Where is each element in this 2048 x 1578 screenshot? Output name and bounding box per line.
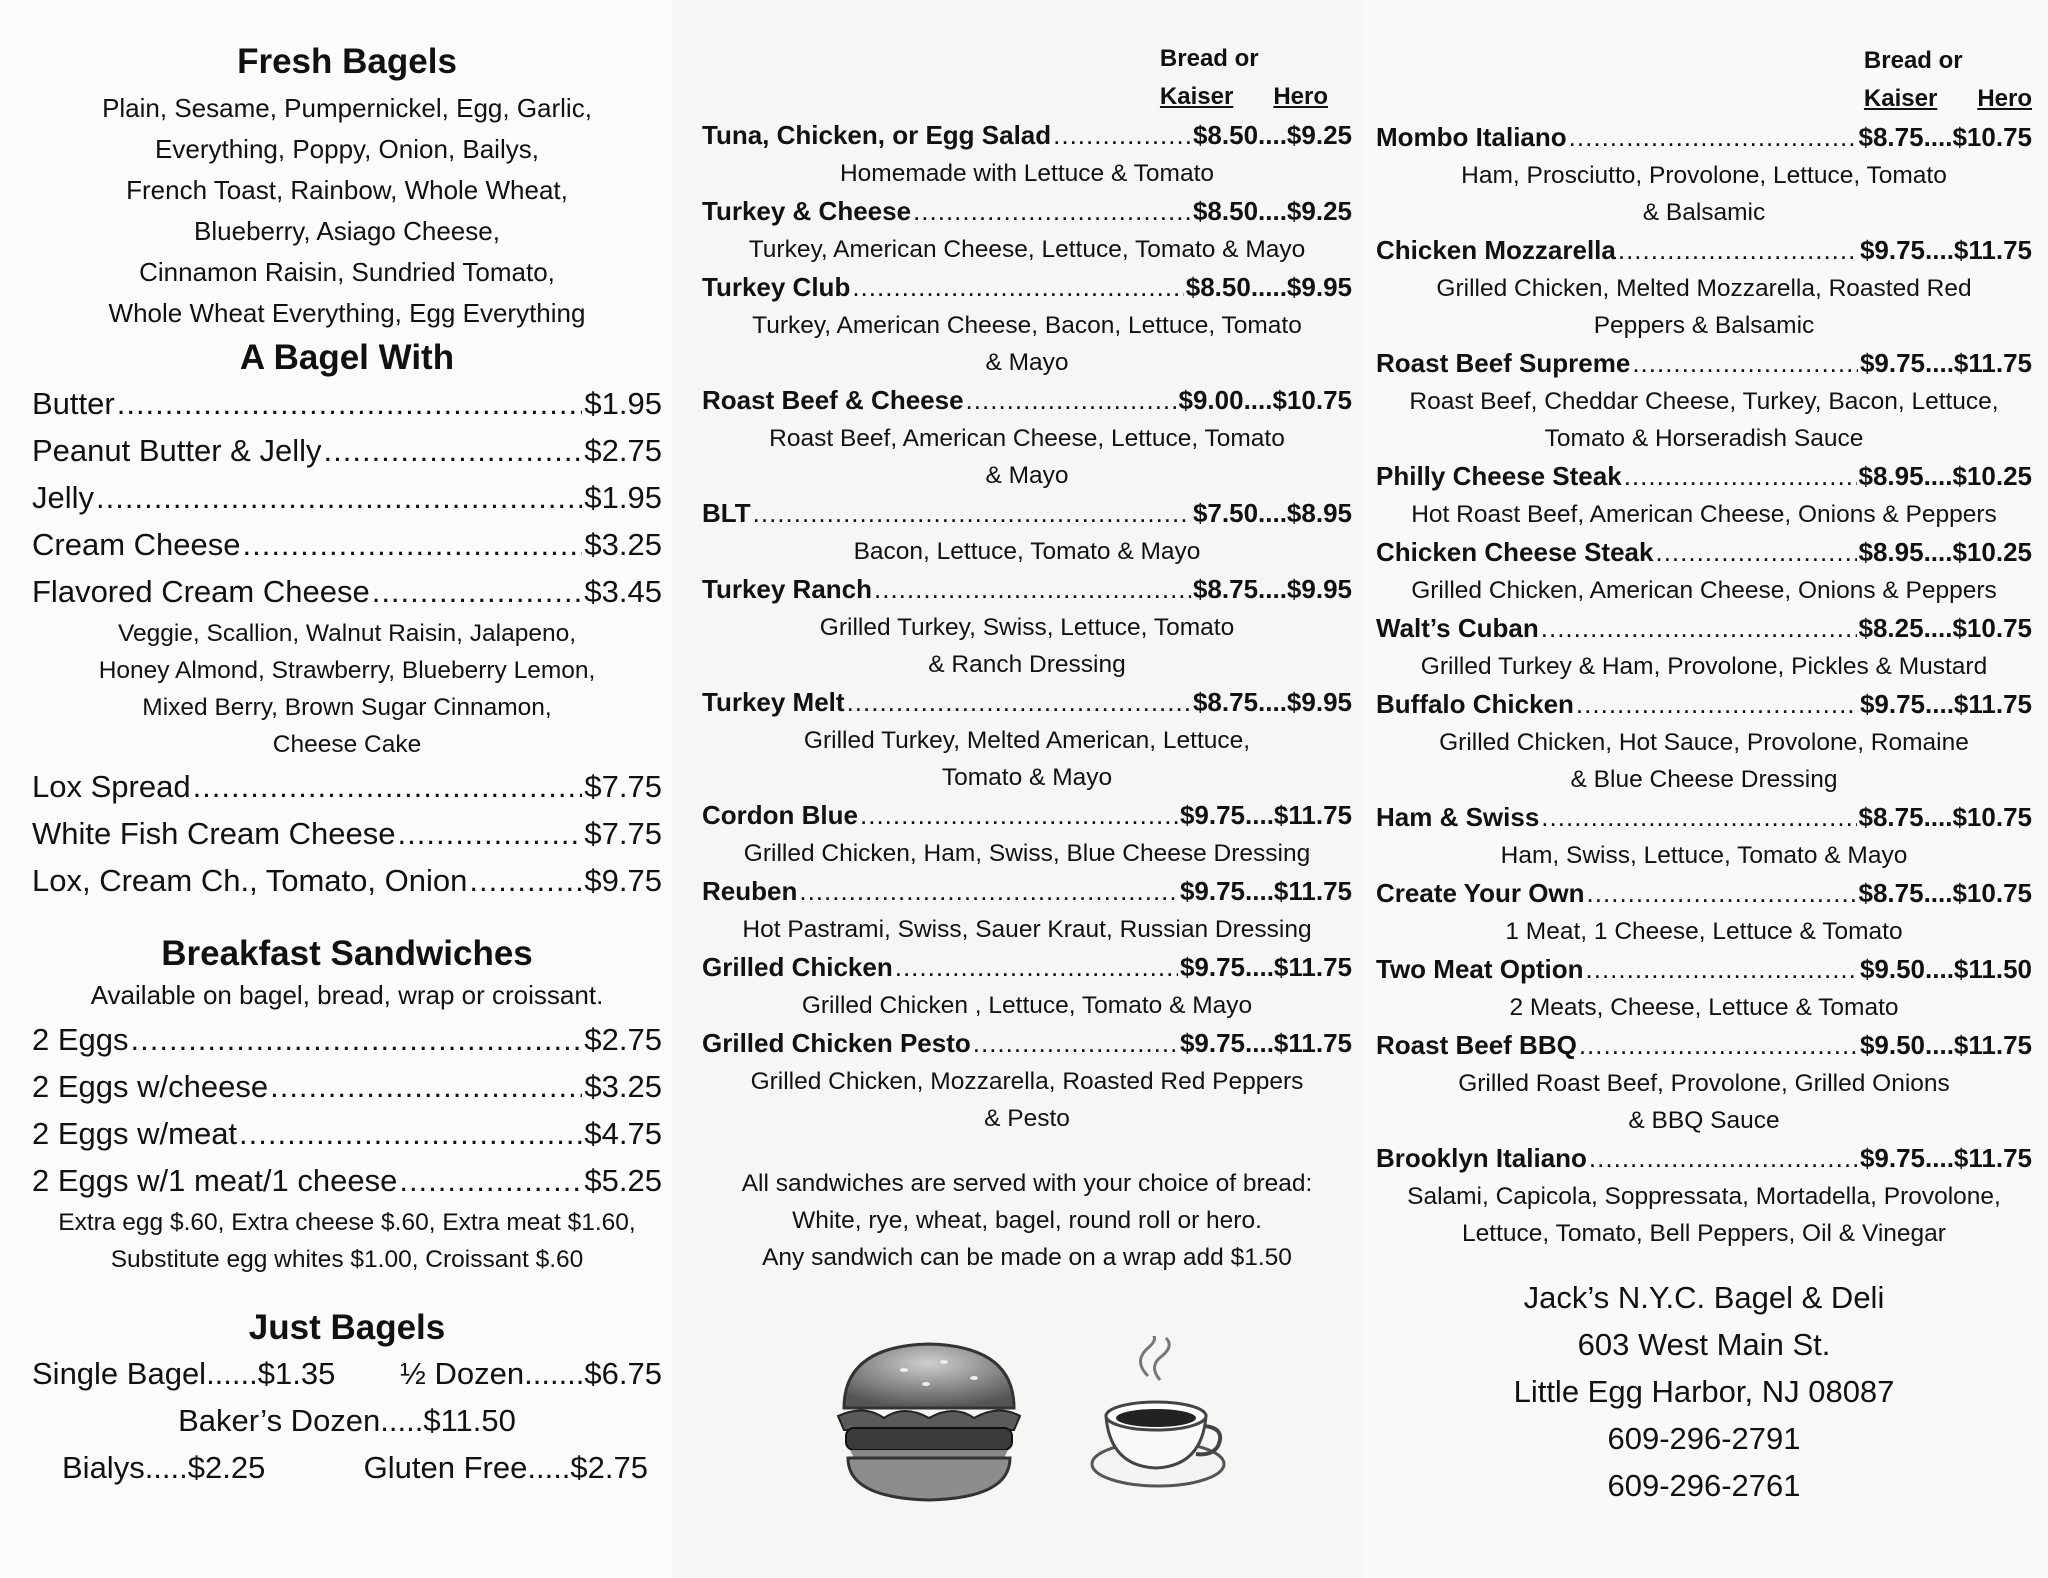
sandwich-description: Grilled Turkey, Swiss, Lettuce, Tomato bbox=[819, 614, 1235, 641]
sandwich-row bbox=[702, 570, 1352, 609]
deli-street: 603 West Main St. bbox=[1577, 1327, 1831, 1362]
sandwich-row bbox=[702, 872, 1352, 911]
sandwich-item bbox=[1376, 950, 2032, 1026]
sandwich-description: Grilled Roast Beef, Provolone, Grilled Onions bbox=[1458, 1070, 1950, 1097]
sandwich-description: Tomato & Mayo bbox=[941, 764, 1113, 791]
sandwich-name: Tuna, Chicken, or Egg Salad bbox=[702, 120, 1052, 150]
sandwich-description: & Pesto bbox=[984, 1105, 1070, 1132]
breakfast-list bbox=[32, 1016, 662, 1278]
price-header-labels bbox=[1864, 42, 2032, 118]
sandwich-description: Homemade with Lettuce & Tomato bbox=[839, 160, 1215, 187]
sandwich-name: Buffalo Chicken bbox=[1376, 689, 1574, 719]
bagel-with-list bbox=[32, 380, 662, 904]
item-price: $7.75 bbox=[584, 815, 662, 851]
item-name: Lox Spread bbox=[32, 768, 191, 804]
fresh-bagels-heading: Fresh Bagels bbox=[237, 42, 457, 81]
bread-note-line: All sandwiches are served with your choice of bread: bbox=[741, 1170, 1313, 1197]
sandwich-item bbox=[1376, 798, 2032, 874]
flavor-line: Mixed Berry, Brown Sugar Cinnamon, bbox=[142, 693, 552, 721]
breakfast-heading: Breakfast Sandwiches bbox=[161, 933, 533, 973]
price-header-columns bbox=[1864, 80, 2032, 118]
menu-item bbox=[32, 427, 662, 474]
sandwich-item bbox=[1376, 874, 2032, 950]
item-price: $4.75 bbox=[584, 1116, 662, 1152]
left-column bbox=[0, 0, 672, 1578]
sandwich-item bbox=[1376, 609, 2032, 685]
sandwich-price: $8.75....$9.95 bbox=[1192, 687, 1352, 717]
bagel-with-heading: A Bagel With bbox=[239, 337, 455, 377]
sandwich-price: $9.50....$11.50 bbox=[1859, 954, 2032, 984]
sandwich-price: $9.75....$11.75 bbox=[1859, 1143, 2032, 1173]
price-header-labels bbox=[1160, 40, 1328, 116]
hero-label: Hero bbox=[1273, 83, 1328, 110]
item-name: 2 Eggs w/cheese bbox=[32, 1069, 269, 1105]
bread-note-line: White, rye, wheat, bagel, round roll or hero. bbox=[792, 1207, 1262, 1234]
menu-item bbox=[32, 1157, 662, 1204]
item-name: 2 Eggs bbox=[32, 1022, 129, 1058]
bagel-flavors-line: Everything, Poppy, Onion, Bailys, bbox=[155, 133, 539, 164]
sandwich-description: Grilled Chicken, American Cheese, Onions & Peppers bbox=[1411, 577, 1997, 604]
item-price: $2.75 bbox=[584, 1022, 662, 1058]
bakers-dozen-price: Baker’s Dozen.....$11.50 bbox=[178, 1403, 516, 1438]
sandwich-description: Ham, Prosciutto, Provolone, Lettuce, Tomato bbox=[1461, 162, 1947, 189]
menu-item bbox=[32, 474, 662, 521]
item-name: Butter bbox=[32, 385, 115, 421]
sandwich-row bbox=[702, 381, 1352, 420]
sandwich-item bbox=[1376, 118, 2032, 231]
sandwich-item bbox=[1376, 344, 2032, 457]
sandwich-item bbox=[1376, 457, 2032, 533]
hero-label: Hero bbox=[1977, 85, 2032, 112]
sandwich-description: Grilled Turkey & Ham, Provolone, Pickles & Mustard bbox=[1420, 653, 1988, 680]
menu-item bbox=[32, 1063, 662, 1110]
sandwich-item bbox=[702, 948, 1352, 1024]
sandwich-price: $8.95....$10.25 bbox=[1858, 537, 2032, 567]
item-name: 2 Eggs w/meat bbox=[32, 1116, 238, 1152]
sandwich-name: Mombo Italiano bbox=[1376, 122, 1567, 152]
sandwich-name: Walt’s Cuban bbox=[1376, 613, 1539, 643]
sandwich-price: $8.50.....$9.95 bbox=[1185, 272, 1352, 302]
item-price: $3.25 bbox=[584, 1069, 662, 1105]
sandwich-row bbox=[702, 1024, 1352, 1063]
sandwich-name: Chicken Cheese Steak bbox=[1376, 537, 1654, 567]
sandwich-item bbox=[1376, 1026, 2032, 1139]
sandwich-description: Roast Beef, Cheddar Cheese, Turkey, Bacon, Lettuce, bbox=[1409, 388, 1999, 415]
just-bagels-heading: Just Bagels bbox=[248, 1308, 446, 1348]
sandwich-item bbox=[702, 1024, 1352, 1137]
sandwich-name: Philly Cheese Steak bbox=[1376, 461, 1622, 491]
sandwich-name: Chicken Mozzarella bbox=[1376, 235, 1616, 265]
deli-name: Jack’s N.Y.C. Bagel & Deli bbox=[1523, 1280, 1885, 1315]
sandwich-description: Grilled Chicken, Hot Sauce, Provolone, Romaine bbox=[1439, 729, 1969, 756]
item-name: 2 Eggs w/1 meat/1 cheese bbox=[32, 1163, 398, 1199]
sandwich-price: $8.75....$10.75 bbox=[1858, 878, 2032, 908]
item-price: $1.95 bbox=[584, 385, 662, 421]
sandwich-name: Roast Beef Supreme bbox=[1376, 348, 1631, 378]
item-name: Flavored Cream Cheese bbox=[32, 573, 370, 609]
sandwich-description: Turkey, American Cheese, Bacon, Lettuce, Tomato bbox=[752, 312, 1302, 339]
sandwich-description: Grilled Chicken , Lettuce, Tomato & Mayo bbox=[801, 992, 1253, 1019]
kaiser-label: Kaiser bbox=[1159, 83, 1234, 110]
item-price: $5.25 bbox=[584, 1163, 662, 1199]
sandwich-name: BLT bbox=[702, 498, 751, 528]
sandwich-price: $9.00....$10.75 bbox=[1178, 385, 1352, 415]
sandwich-description: Hot Pastrami, Swiss, Sauer Kraut, Russian Dressing bbox=[742, 916, 1312, 943]
bagel-flavors-line: French Toast, Rainbow, Whole Wheat, bbox=[126, 174, 568, 205]
sandwich-price: $8.75....$9.95 bbox=[1192, 574, 1352, 604]
kaiser-label: Kaiser bbox=[1863, 85, 1938, 112]
sandwich-price: $9.75....$11.75 bbox=[1859, 348, 2032, 378]
sandwich-description: & Mayo bbox=[985, 349, 1069, 376]
sandwich-name: Roast Beef & Cheese bbox=[702, 385, 964, 415]
sandwich-description: Peppers & Balsamic bbox=[1593, 312, 1815, 339]
price-column-header bbox=[1376, 42, 2032, 118]
sandwich-row bbox=[1376, 950, 2032, 989]
sandwich-item bbox=[702, 683, 1352, 796]
sandwich-name: Turkey Club bbox=[702, 272, 851, 302]
sandwich-row bbox=[1376, 685, 2032, 724]
sandwich-description: & Ranch Dressing bbox=[928, 651, 1126, 678]
sandwich-item bbox=[702, 494, 1352, 570]
bagel-flavors-line: Cinnamon Raisin, Sundried Tomato, bbox=[139, 256, 555, 287]
sandwich-description: & Balsamic bbox=[1642, 199, 1766, 226]
menu-item bbox=[32, 1110, 662, 1157]
sandwich-price: $8.75....$10.75 bbox=[1858, 122, 2032, 152]
sandwich-row bbox=[1376, 1026, 2032, 1065]
sandwich-item bbox=[702, 268, 1352, 381]
item-name: Cream Cheese bbox=[32, 526, 241, 562]
sandwich-row bbox=[1376, 533, 2032, 572]
sandwich-description: Grilled Chicken, Melted Mozzarella, Roasted Red bbox=[1436, 275, 1972, 302]
sandwich-description: Turkey, American Cheese, Lettuce, Tomato & Mayo bbox=[748, 236, 1306, 263]
item-name: Peanut Butter & Jelly bbox=[32, 432, 322, 468]
sandwich-price: $9.75....$11.75 bbox=[1179, 876, 1352, 906]
right-column bbox=[1362, 0, 2048, 1578]
breakfast-subtitle: Available on bagel, bread, wrap or croissant. bbox=[90, 980, 604, 1011]
sandwich-price: $8.95....$10.25 bbox=[1858, 461, 2032, 491]
bread-or-label: Bread or bbox=[1159, 45, 1259, 72]
cream-cheese-flavors bbox=[32, 615, 662, 763]
sandwich-description: & BBQ Sauce bbox=[1628, 1107, 1780, 1134]
sandwich-row bbox=[1376, 344, 2032, 383]
sandwich-item bbox=[702, 570, 1352, 683]
deli-city: Little Egg Harbor, NJ 08087 bbox=[1513, 1374, 1895, 1409]
sandwich-row bbox=[1376, 609, 2032, 648]
sandwich-row bbox=[1376, 874, 2032, 913]
sandwich-row bbox=[702, 796, 1352, 835]
sandwich-price: $9.50....$11.75 bbox=[1859, 1030, 2032, 1060]
sandwich-row bbox=[702, 683, 1352, 722]
sandwich-list-right bbox=[1376, 118, 2032, 1252]
sandwich-item bbox=[702, 381, 1352, 494]
bread-note-line: Any sandwich can be made on a wrap add $1.50 bbox=[762, 1244, 1292, 1271]
sandwich-description: Salami, Capicola, Soppressata, Mortadella, Provolone, bbox=[1407, 1183, 2001, 1210]
just-bagels-row bbox=[32, 1444, 662, 1491]
sandwich-description: Hot Roast Beef, American Cheese, Onions & Peppers bbox=[1411, 501, 1997, 528]
item-price: $7.75 bbox=[584, 768, 662, 804]
sandwich-price: $8.50....$9.25 bbox=[1192, 120, 1352, 150]
sandwich-item bbox=[702, 872, 1352, 948]
middle-column bbox=[672, 0, 1362, 1578]
sandwich-row bbox=[702, 192, 1352, 231]
flavor-line: Honey Almond, Strawberry, Blueberry Lemon, bbox=[98, 656, 596, 684]
coffee-cup-icon bbox=[1088, 1336, 1228, 1496]
item-name: Jelly bbox=[32, 479, 95, 515]
menu-item bbox=[32, 521, 662, 568]
deli-phone-2: 609-296-2761 bbox=[1607, 1468, 1801, 1503]
item-price: $3.25 bbox=[584, 526, 662, 562]
sandwich-price: $8.50....$9.25 bbox=[1192, 196, 1352, 226]
sandwich-description: Ham, Swiss, Lettuce, Tomato & Mayo bbox=[1500, 842, 1908, 869]
flavor-line: Veggie, Scallion, Walnut Raisin, Jalapeno, bbox=[117, 619, 577, 647]
sandwich-item bbox=[1376, 231, 2032, 344]
sandwich-name: Reuben bbox=[702, 876, 798, 906]
sandwich-name: Create Your Own bbox=[1376, 878, 1585, 908]
item-name: Lox, Cream Ch., Tomato, Onion bbox=[32, 862, 468, 898]
bialys-price: Bialys.....$2.25 bbox=[62, 1450, 266, 1485]
sandwich-row bbox=[702, 948, 1352, 987]
sandwich-name: Ham & Swiss bbox=[1376, 802, 1540, 832]
item-price: $2.75 bbox=[584, 432, 662, 468]
sandwich-price: $8.25....$10.75 bbox=[1858, 613, 2032, 643]
bread-note bbox=[702, 1165, 1352, 1276]
deli-address bbox=[1376, 1274, 2032, 1509]
menu-item bbox=[32, 763, 662, 810]
bagel-flavors-line: Whole Wheat Everything, Egg Everything bbox=[108, 297, 586, 328]
sandwich-item bbox=[1376, 1139, 2032, 1252]
sandwich-row bbox=[1376, 118, 2032, 157]
sandwich-name: Grilled Chicken bbox=[702, 952, 893, 982]
sandwich-name: Cordon Blue bbox=[702, 800, 858, 830]
sandwich-description: 1 Meat, 1 Cheese, Lettuce & Tomato bbox=[1505, 918, 1903, 945]
menu-item bbox=[32, 380, 662, 427]
sandwich-description: & Blue Cheese Dressing bbox=[1570, 766, 1838, 793]
sandwich-name: Two Meat Option bbox=[1376, 954, 1584, 984]
sandwich-name: Turkey Melt bbox=[702, 687, 845, 717]
sandwich-row bbox=[1376, 798, 2032, 837]
menu-item bbox=[32, 810, 662, 857]
sandwich-name: Turkey & Cheese bbox=[702, 196, 912, 226]
bagel-flavors-list bbox=[32, 88, 662, 334]
sandwich-item bbox=[702, 192, 1352, 268]
sandwich-name: Turkey Ranch bbox=[702, 574, 873, 604]
sandwich-row bbox=[702, 494, 1352, 533]
sandwich-description: Grilled Chicken, Mozzarella, Roasted Red Peppers bbox=[750, 1068, 1304, 1095]
breakfast-extras: Substitute egg whites $1.00, Croissant $.60 bbox=[110, 1246, 584, 1274]
sandwich-price: $9.75....$11.75 bbox=[1179, 800, 1352, 830]
bagel-flavors-line: Plain, Sesame, Pumpernickel, Egg, Garlic, bbox=[102, 92, 592, 123]
sandwich-description: Lettuce, Tomato, Bell Peppers, Oil & Vinegar bbox=[1462, 1220, 1946, 1247]
sandwich-description: Bacon, Lettuce, Tomato & Mayo bbox=[853, 538, 1201, 565]
sandwich-row bbox=[1376, 457, 2032, 496]
single-bagel-price: Single Bagel......$1.35 bbox=[32, 1356, 336, 1391]
sandwich-row bbox=[1376, 231, 2032, 270]
item-price: $1.95 bbox=[584, 479, 662, 515]
sandwich-description: Tomato & Horseradish Sauce bbox=[1544, 425, 1864, 452]
sandwich-price: $9.75....$11.75 bbox=[1859, 235, 2032, 265]
sandwich-row bbox=[702, 268, 1352, 307]
item-name: White Fish Cream Cheese bbox=[32, 815, 396, 851]
sandwich-price: $9.75....$11.75 bbox=[1859, 689, 2032, 719]
item-price: $9.75 bbox=[584, 862, 662, 898]
item-price: $3.45 bbox=[584, 573, 662, 609]
sandwich-row bbox=[1376, 1139, 2032, 1178]
just-bagels-row bbox=[32, 1350, 662, 1397]
menu-item bbox=[32, 857, 662, 904]
sandwich-price: $9.75....$11.75 bbox=[1179, 952, 1352, 982]
sandwich-price: $8.75....$10.75 bbox=[1858, 802, 2032, 832]
sandwich-description: Roast Beef, American Cheese, Lettuce, Tomato bbox=[769, 425, 1285, 452]
gluten-free-price: Gluten Free.....$2.75 bbox=[363, 1450, 648, 1485]
menu-item bbox=[32, 1016, 662, 1063]
price-header-columns bbox=[1160, 78, 1328, 116]
sandwich-name: Roast Beef BBQ bbox=[1376, 1030, 1577, 1060]
sandwich-name: Grilled Chicken Pesto bbox=[702, 1028, 971, 1058]
sandwich-name: Brooklyn Italiano bbox=[1376, 1143, 1587, 1173]
breakfast-extras: Extra egg $.60, Extra cheese $.60, Extra meat $1.60, bbox=[58, 1209, 636, 1237]
burger-icon bbox=[834, 1338, 1024, 1506]
sandwich-item bbox=[702, 796, 1352, 872]
bread-or-label: Bread or bbox=[1863, 47, 1963, 74]
sandwich-price: $7.50....$8.95 bbox=[1192, 498, 1352, 528]
price-column-header bbox=[702, 40, 1352, 116]
sandwich-description: 2 Meats, Cheese, Lettuce & Tomato bbox=[1509, 994, 1899, 1021]
sandwich-item bbox=[1376, 685, 2032, 798]
sandwich-item bbox=[1376, 533, 2032, 609]
sandwich-item bbox=[702, 116, 1352, 192]
flavor-line: Cheese Cake bbox=[272, 730, 422, 758]
sandwich-description: Grilled Turkey, Melted American, Lettuce, bbox=[803, 727, 1251, 754]
menu-item bbox=[32, 568, 662, 615]
sandwich-row bbox=[702, 116, 1352, 155]
half-dozen-price: ½ Dozen.......$6.75 bbox=[400, 1356, 662, 1391]
deli-phone-1: 609-296-2791 bbox=[1607, 1421, 1801, 1456]
sandwich-price: $9.75....$11.75 bbox=[1179, 1028, 1352, 1058]
bagel-flavors-line: Blueberry, Asiago Cheese, bbox=[194, 215, 500, 246]
sandwich-description: & Mayo bbox=[985, 462, 1069, 489]
sandwich-list-middle bbox=[702, 116, 1352, 1137]
sandwich-description: Grilled Chicken, Ham, Swiss, Blue Cheese Dressing bbox=[743, 840, 1311, 867]
